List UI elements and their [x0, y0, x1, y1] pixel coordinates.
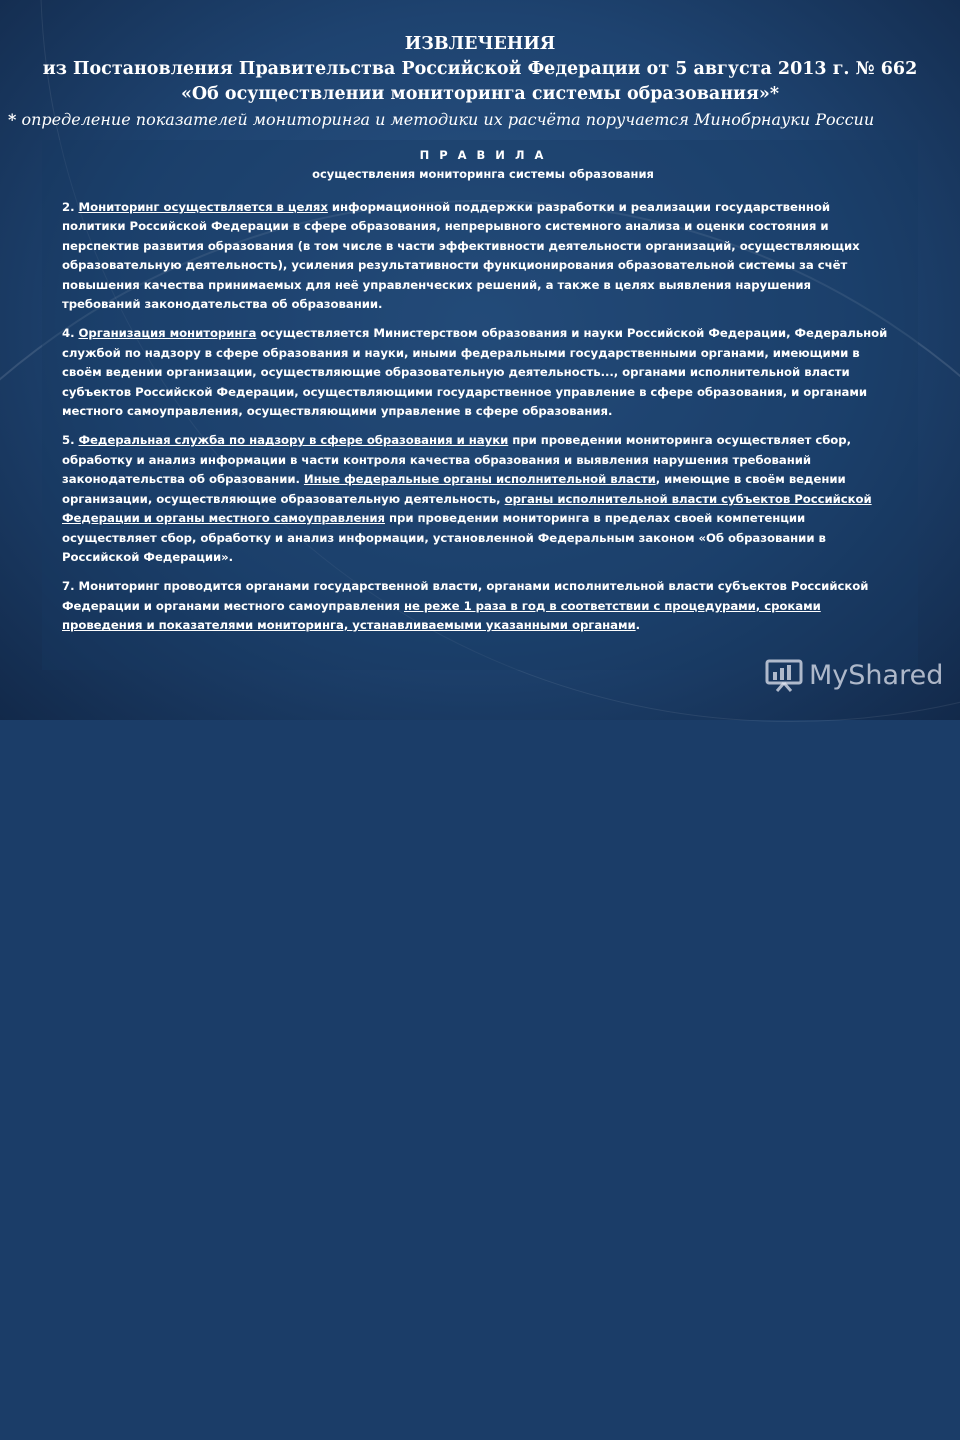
- paragraph-text: при проведении мониторинга осуществляет сбор, обработку и анализ информации в части контроля качества образования и выявления нарушения требований законодательства об образовании.: [62, 433, 851, 487]
- watermark-text: MyShared: [809, 659, 944, 691]
- footnote-star: *: [8, 110, 17, 129]
- presentation-icon: [765, 658, 803, 692]
- paragraph-text: .: [635, 618, 641, 633]
- underlined-phrase: Организация мониторинга: [78, 326, 257, 341]
- paragraph-number: 4.: [62, 326, 75, 341]
- header-title: ИЗВЛЕЧЕНИЯ: [404, 34, 556, 54]
- paragraph-text: при проведении мониторинга в пределах своей компетенции осуществляет сбор, обработку и анализ информации, установленной Федеральным законом «Об образовании в Российской Федерации».: [62, 511, 826, 564]
- underlined-phrase: Федеральная служба по надзору в сфере образования и науки: [78, 433, 509, 448]
- paragraph-number: 5.: [62, 433, 75, 448]
- underlined-phrase: Мониторинг осуществляется в целях: [78, 200, 328, 214]
- paragraph-text: осуществляется Министерством образования и науки Российской Федерации, Федеральной службой по надзору в сфере образования и науки, иными федеральными государственными органами, имеющими в своём ведении организации, осуществляющие образовательную деятельность..., органами исполнительной власти субъектов Российской Федерации, осуществляющими государственное управление в сфере образования, и органами местного самоуправления, осуществляющими управление в сфере образования.: [62, 326, 888, 419]
- paragraph-text: Мониторинг проводится органами государственной власти, органами исполнительной власти субъектов Российской Федерации и органами местного самоуправления: [62, 579, 869, 613]
- paragraph-4: [62, 324, 892, 421]
- header-decree-name: «Об осуществлении мониторинга системы образования»*: [180, 84, 780, 104]
- rules-body: [62, 198, 892, 646]
- header-footnote: [8, 107, 958, 132]
- watermark: [765, 655, 943, 695]
- paragraph-text: информационной поддержки разработки и реализации государственной политики Российской Федерации в сфере образования, непрерывного системного анализа и оценки состояния и перспектив развития образования (в том числе в части эффективности деятельности организаций, осуществляющих образовательную деятельность), усиления результативности функционирования образовательной системы за счёт повышения качества принимаемых для неё управленческих решений, а также в целях выявления нарушения требований законодательства об образовании.: [62, 200, 860, 312]
- paragraph-number: 2.: [62, 200, 75, 214]
- header-decree: из Постановления Правительства Российской Федерации от 5 августа 2013 г. № 662: [42, 59, 918, 79]
- underlined-phrase: не реже 1 раза в год в соответствии с процедурами, сроками проведения и показателями мониторинга, устанавливаемыми указанными органами: [62, 598, 821, 633]
- paragraph-5: [62, 431, 892, 567]
- rules-subtitle: осуществления мониторинга системы образования: [312, 167, 654, 181]
- rules-title: П Р А В И Л А: [419, 148, 547, 162]
- paragraph-7: [62, 577, 892, 635]
- paragraph-text: , имеющие в своём ведении организации, осуществляющие образовательную деятельность,: [62, 472, 846, 506]
- paragraph-2: [62, 198, 892, 314]
- footnote-text: определение показателей мониторинга и методики их расчёта поручается Минобрнауки России: [21, 110, 875, 129]
- underlined-phrase: Иные федеральные органы исполнительной власти: [303, 472, 656, 487]
- paragraph-number: 7.: [62, 579, 75, 594]
- slide-header: [0, 32, 960, 129]
- underlined-phrase: органы исполнительной власти субъектов Российской Федерации и органы местного самоуправления: [62, 491, 872, 526]
